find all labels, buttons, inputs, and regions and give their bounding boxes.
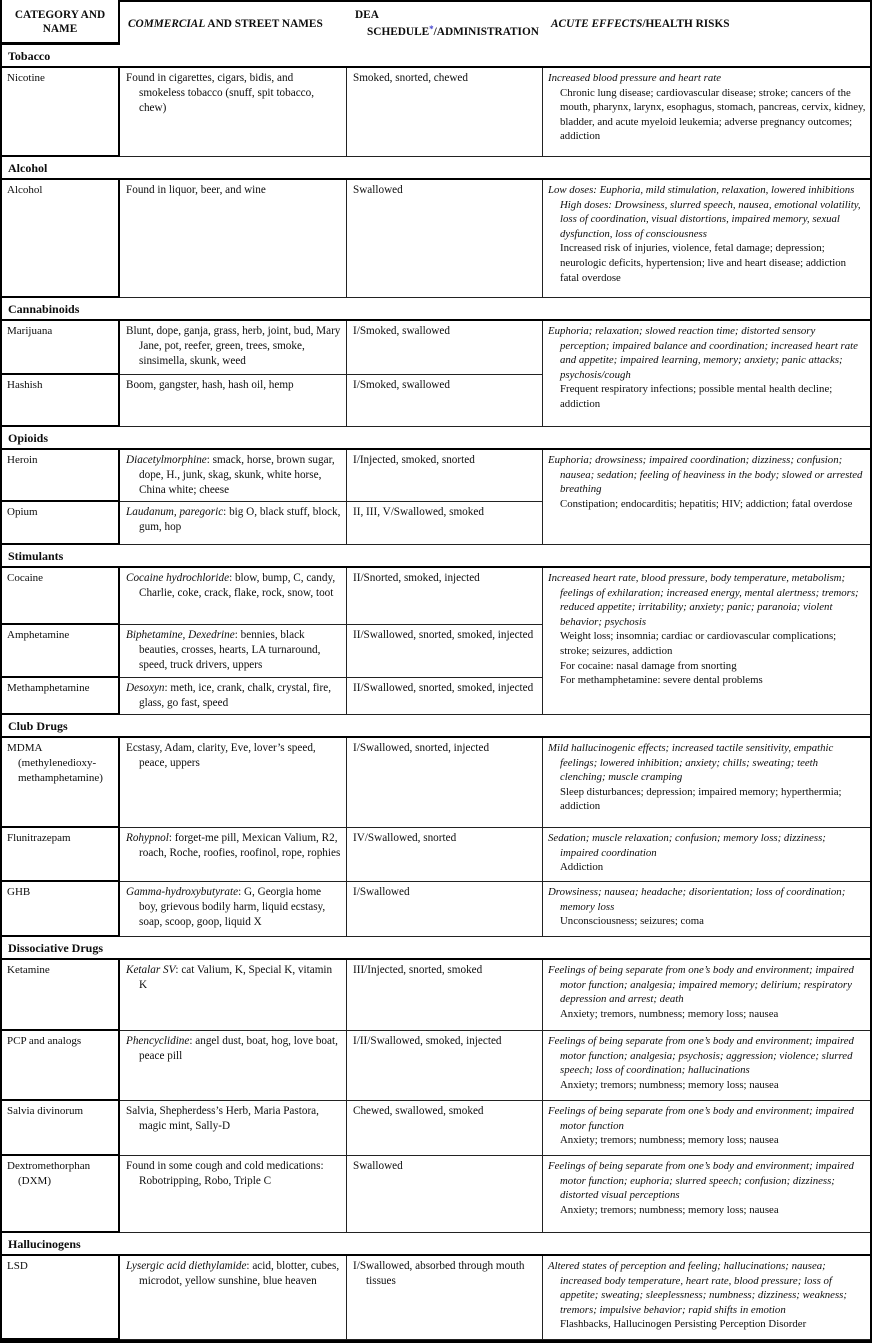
effects-cell (543, 738, 870, 828)
commercial-name: Laudanum, paregoric (126, 506, 224, 518)
street-names-cell (120, 1256, 347, 1340)
drug-name-cell: PCP and analogs (2, 1031, 120, 1101)
street-names-cell (120, 502, 347, 545)
dea-schedule-cell: I/Smoked, swallowed (347, 321, 543, 375)
header-commercial-street-names (120, 0, 347, 45)
drug-name-cell: Methamphetamine (2, 678, 120, 715)
dea-schedule-cell: II/Snorted, smoked, injected (347, 568, 543, 625)
acute-effects-text: Increased blood pressure and heart rate (548, 72, 722, 84)
acute-effects-text: Feelings of being separate from one’s body and environment; impaired motor function; euphoria; slurred speech; confusion; dizziness; distorted visual perceptions (548, 1160, 854, 1202)
street-names: : angel dust, boat, hog, love boat, peace pill (139, 1035, 338, 1062)
dea-schedule-cell: I/Swallowed, absorbed through mouth tissues (347, 1256, 543, 1340)
effects-cell-shared (543, 321, 870, 427)
commercial-name: Rohypnol (126, 832, 169, 844)
health-risks-text: Unconsciousness; seizures; coma (560, 915, 704, 928)
health-risks-text: Weight loss; insomnia; cardiac or cardiovascular complications; stroke; seizures, addiction (560, 630, 837, 657)
health-risks-text: Frequent respiratory infections; possible mental health decline; addiction (560, 383, 833, 410)
health-risks-text: Flashbacks, Hallucinogen Persisting Perception Disorder (560, 1318, 807, 1331)
health-risks-text: Anxiety; tremors; numbness; memory loss; nausea (560, 1134, 779, 1147)
header-acute-effects-text (551, 17, 730, 31)
header-acute-effects-health-risks (543, 0, 870, 45)
street-names: Salvia, Shepherdess’s Herb, Maria Pastora, magic mint, Sally-D (126, 1105, 319, 1132)
drug-name-cell: Hashish (2, 375, 120, 427)
health-risks-text: Addiction (560, 861, 604, 874)
health-risks-text: For methamphetamine: severe dental problems (560, 674, 763, 687)
acute-effects-text: Feelings of being separate from one’s body and environment; impaired motor function (548, 1105, 854, 1132)
effects-cell (543, 180, 870, 298)
category-row: Tobacco (2, 45, 870, 68)
effects-cell (543, 68, 870, 157)
effects-cell (543, 882, 870, 937)
street-names: Ecstasy, Adam, clarity, Eve, lover’s speed, peace, uppers (126, 742, 316, 769)
dea-schedule-cell: IV/Swallowed, snorted (347, 828, 543, 882)
dea-schedule-cell: II/Swallowed, snorted, smoked, injected (347, 625, 543, 678)
drug-name-cell: Flunitrazepam (2, 828, 120, 882)
commercial-name: Biphetamine, Dexedrine (126, 629, 235, 641)
street-names: : blow, bump, C, candy, Charlie, coke, crack, flake, rock, snow, toot (139, 572, 336, 599)
street-names-cell (120, 1031, 347, 1101)
drug-name-cell: Ketamine (2, 960, 120, 1031)
effects-cell (543, 1156, 870, 1233)
street-names-cell (120, 678, 347, 715)
drug-name-cell: Cocaine (2, 568, 120, 625)
header-commercial-street-names-text (128, 17, 323, 31)
drug-name-cell: Opium (2, 502, 120, 545)
category-row: Dissociative Drugs (2, 937, 870, 960)
dea-schedule-cell: Chewed, swallowed, smoked (347, 1101, 543, 1156)
street-names-cell (120, 882, 347, 937)
effects-cell (543, 828, 870, 882)
acute-effects-text: High doses: Drowsiness, slurred speech, nausea, emotional volatility, loss of coordination, visual distortions, impaired memory, sexual dysfunction, loss of consciousness (560, 198, 861, 240)
dea-schedule-cell: I/Injected, smoked, snorted (347, 450, 543, 502)
header-administration-text: /ADMINISTRATION (433, 26, 539, 38)
drug-name-cell: Marijuana (2, 321, 120, 375)
category-row: Hallucinogens (2, 1233, 870, 1256)
category-row: Opioids (2, 427, 870, 450)
drug-name-cell: Salvia divinorum (2, 1101, 120, 1156)
street-names: Boom, gangster, hash, hash oil, hemp (126, 379, 294, 391)
acute-effects-text: Mild hallucinogenic effects; increased tactile sensitivity, empathic feelings; lowered inhibition; anxiety; chills; sweating; teeth clenching; muscle cramping (548, 742, 834, 784)
drug-name-cell: Amphetamine (2, 625, 120, 678)
category-row: Stimulants (2, 545, 870, 568)
street-names-cell (120, 375, 347, 427)
header-schedule-text: SCHEDULE (367, 26, 430, 38)
effects-cell (543, 1256, 870, 1340)
header-health-risks-rest: /HEALTH RISKS (642, 17, 730, 30)
street-names: : cat Valium, K, Special K, vitamin K (139, 964, 333, 991)
street-names: : smack, horse, brown sugar, dope, H., junk, skag, skunk, white horse, China white; cheese (139, 454, 335, 496)
acute-effects-text: Altered states of perception and feeling; hallucinations; nausea; increased body temperature, heart rate, blood pressure; loss of appetite; sweating; sleeplessness; numbness; dizziness; weakness; tremors; impulsive behavior; rapid shifts in emotion (548, 1260, 847, 1316)
commercial-name: Phencyclidine (126, 1035, 190, 1047)
street-names: Found in liquor, beer, and wine (126, 184, 266, 196)
street-names: Found in some cough and cold medications: Robotripping, Robo, Triple C (126, 1160, 324, 1187)
health-risks-text: Constipation; endocarditis; hepatitis; HIV; addiction; fatal overdose (560, 497, 853, 510)
health-risks-text: Anxiety; tremors; numbness; memory loss; nausea (560, 1078, 779, 1091)
header-street-names-rest: AND STREET NAMES (205, 17, 323, 30)
dea-schedule-cell: Swallowed (347, 180, 543, 298)
header-dea-line2 (355, 22, 541, 39)
commercial-name: Gamma-hydroxybutyrate (126, 886, 239, 898)
footnote-asterisk: * (429, 24, 434, 34)
street-names-cell (120, 625, 347, 678)
street-names: : big O, black stuff, block, gum, hop (139, 506, 341, 533)
effects-cell-shared (543, 450, 870, 545)
health-risks-text: Sleep disturbances; depression; impaired memory; hyperthermia; addiction (560, 785, 842, 813)
health-risks-text: Anxiety; tremors, numbness; memory loss; nausea (560, 1007, 779, 1020)
header-dea-schedule-administration (347, 0, 543, 45)
street-names-cell (120, 450, 347, 502)
dea-schedule-cell: Swallowed (347, 1156, 543, 1233)
acute-effects-text: Increased heart rate, blood pressure, body temperature, metabolism; feelings of exhilaration; increased energy, mental alertness; tremors; reduced appetite; irritability; anxiety; panic; paranoia; violent behavior; psychosis (548, 572, 859, 628)
commercial-name: Ketalar SV (126, 964, 176, 976)
street-names-cell (120, 68, 347, 157)
drug-name-cell: Dextromethorphan (DXM) (2, 1156, 120, 1233)
header-dea-line1: DEA (355, 9, 379, 21)
dea-schedule-cell: Smoked, snorted, chewed (347, 68, 543, 157)
effects-cell (543, 1101, 870, 1156)
category-row: Cannabinoids (2, 298, 870, 321)
health-risks-text: Chronic lung disease; cardiovascular disease; stroke; cancers of the mouth, pharynx, larynx, esophagus, stomach, pancreas, cervix, kidney, bladder, and acute myeloid leukemia; adverse pregnancy outcomes; addiction (560, 86, 866, 143)
dea-schedule-cell: III/Injected, snorted, smoked (347, 960, 543, 1031)
dea-schedule-cell: I/Smoked, swallowed (347, 375, 543, 427)
header-commercial-italic: COMMERCIAL (128, 17, 206, 30)
drug-name-cell: Heroin (2, 450, 120, 502)
acute-effects-text: Drowsiness; nausea; headache; disorientation; loss of coordination; memory loss (548, 886, 846, 913)
commercial-name: Lysergic acid diethylamide (126, 1260, 247, 1272)
acute-effects-text: Euphoria; relaxation; slowed reaction time; distorted sensory perception; impaired balance and coordination; increased heart rate and appetite; impaired learning, memory; anxiety; panic attacks; psychosis/cough (548, 325, 858, 381)
street-names-cell (120, 1101, 347, 1156)
acute-effects-text: Feelings of being separate from one’s body and environment; impaired motor function; analgesia; psychosis; aggression; violence; slurred speech; loss of coordination; hallucinations (548, 1035, 854, 1077)
health-risks-text: Anxiety; tremors; numbness; memory loss; nausea (560, 1203, 779, 1216)
effects-cell (543, 1031, 870, 1101)
dea-schedule-cell: II, III, V/Swallowed, smoked (347, 502, 543, 545)
street-names: Found in cigarettes, cigars, bidis, and smokeless tobacco (snuff, spit tobacco, chew) (126, 72, 315, 114)
drug-name-cell: Nicotine (2, 68, 120, 157)
acute-effects-text: Feelings of being separate from one’s body and environment; impaired motor function; analgesia; impaired memory; delirium; respiratory depression and arrest; death (548, 964, 854, 1006)
street-names: : acid, blotter, cubes, microdot, yellow sunshine, blue heaven (139, 1260, 340, 1287)
acute-effects-text: Euphoria; drowsiness; impaired coordination; dizziness; confusion; nausea; sedation; feeling of heaviness in the body; slowed or arrested breathing (548, 454, 863, 496)
street-names-cell (120, 180, 347, 298)
dea-schedule-cell: I/Swallowed, snorted, injected (347, 738, 543, 828)
health-risks-text: For cocaine: nasal damage from snorting (560, 659, 737, 672)
header-category-and-name: CATEGORY AND NAME (2, 0, 120, 45)
header-acute-effects-italic: ACUTE EFFECTS (551, 17, 643, 30)
acute-effects-text: Sedation; muscle relaxation; confusion; memory loss; dizziness; impaired coordination (548, 832, 826, 859)
street-names: : G, Georgia home boy, grievous bodily harm, liquid ecstasy, soap, scoop, goop, liquid X (139, 886, 326, 928)
street-names-cell (120, 321, 347, 375)
street-names: : forget-me pill, Mexican Valium, R2, roach, Roche, roofies, roofinol, rope, rophies (139, 832, 341, 859)
effects-cell (543, 960, 870, 1031)
health-risks-text: Increased risk of injuries, violence, fetal damage; depression; neurologic deficits, hypertension; live and heart disease; addiction fatal overdose (560, 242, 847, 284)
category-row: Alcohol (2, 157, 870, 180)
drug-name-cell: LSD (2, 1256, 120, 1340)
drug-name-cell: Alcohol (2, 180, 120, 298)
street-names: : meth, ice, crank, chalk, crystal, fire, glass, go fast, speed (139, 682, 332, 709)
dea-schedule-cell: II/Swallowed, snorted, smoked, injected (347, 678, 543, 715)
commercial-name: Cocaine hydrochloride (126, 572, 230, 584)
street-names-cell (120, 568, 347, 625)
commercial-name: Desoxyn (126, 682, 165, 694)
commercial-name: Diacetylmorphine (126, 454, 207, 466)
category-row: Club Drugs (2, 715, 870, 738)
street-names-cell (120, 738, 347, 828)
drug-name-cell: GHB (2, 882, 120, 937)
effects-cell-shared (543, 568, 870, 715)
dea-schedule-cell: I/II/Swallowed, smoked, injected (347, 1031, 543, 1101)
street-names-cell (120, 828, 347, 882)
street-names-cell (120, 960, 347, 1031)
street-names: Blunt, dope, ganja, grass, herb, joint, bud, Mary Jane, pot, reefer, green, trees, smoke, sinsimella, skunk, weed (126, 325, 341, 367)
drug-name-cell: MDMA (methylenedioxy-methamphetamine) (2, 738, 120, 828)
acute-effects-text: Low doses: Euphoria, mild stimulation, relaxation, lowered inhibitions (548, 184, 855, 196)
street-names: : bennies, black beauties, crosses, hearts, LA turnaround, speed, truck drivers, uppers (139, 629, 321, 671)
dea-schedule-cell: I/Swallowed (347, 882, 543, 937)
street-names-cell (120, 1156, 347, 1233)
